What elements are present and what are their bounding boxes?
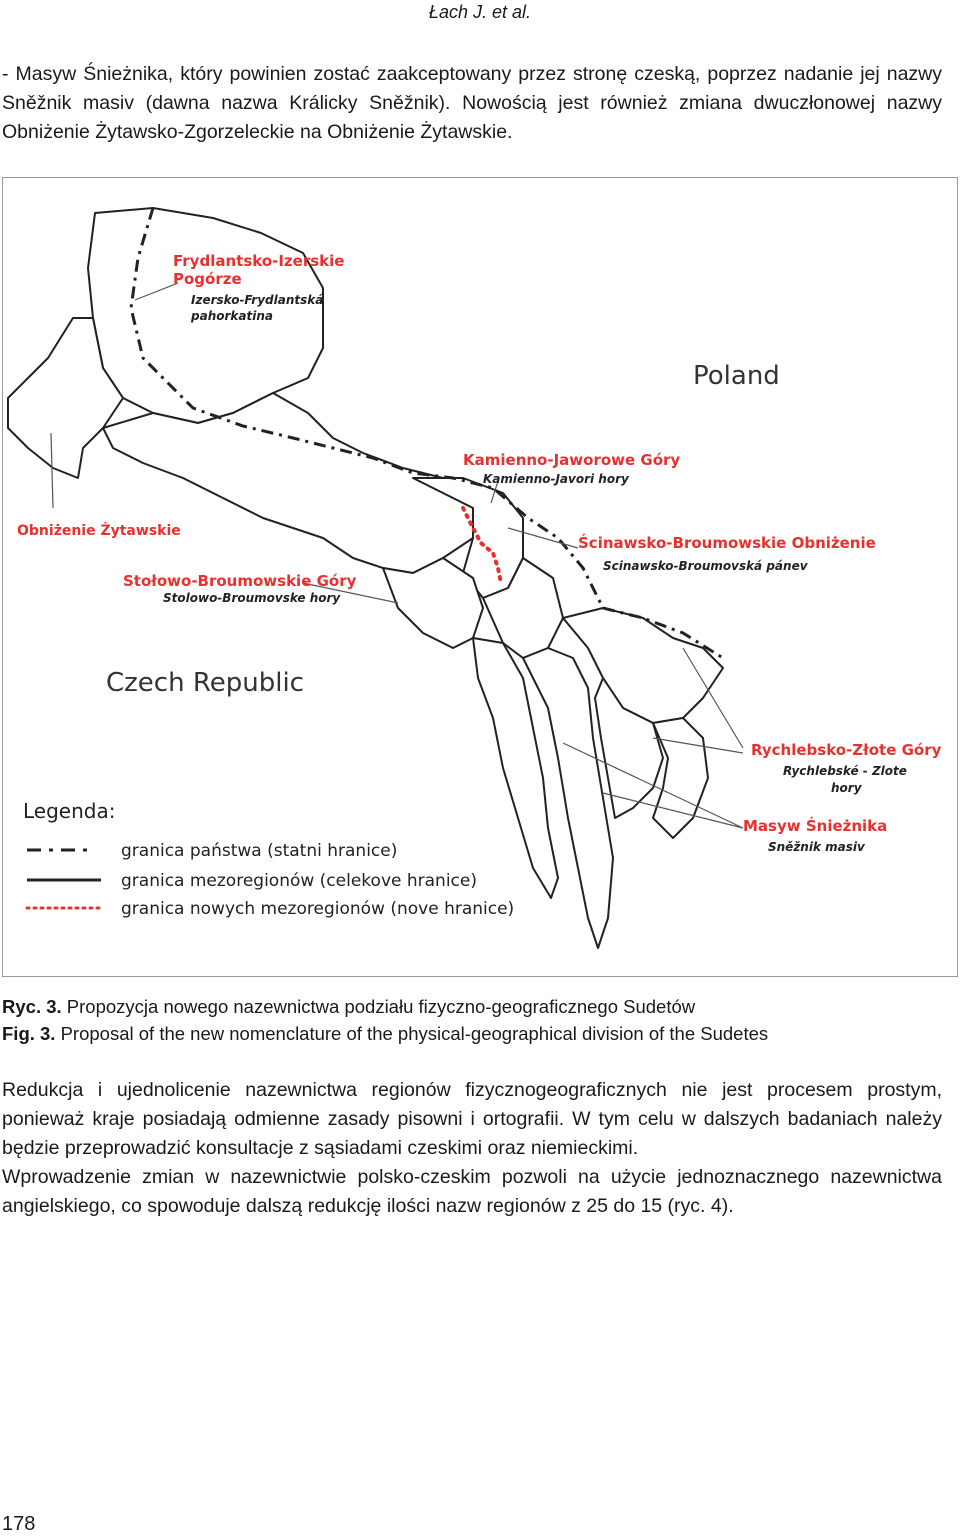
label-scinawsko-pl: Ścinawsko-Broumowskie Obniżenie [578, 534, 876, 552]
region-east-tail [653, 718, 708, 838]
body-paragraph-2: Wprowadzenie zmian w nazewnictwie polsko-czeskim pozwoli na użycie jednoznacznego nazewnictwa angielskiego, co spowoduje dalszą redukcję ilości nazw regionów z 25 do 15 (ryc. 4). [2, 1166, 942, 1217]
label-scinawsko-cz: Scinawsko-Broumovská pánev [603, 559, 808, 573]
caption-pl-text: Propozycja nowego nazewnictwa podziału fizyczno-geograficznego Sudetów [61, 996, 696, 1017]
label-poland: Poland [693, 361, 780, 391]
caption-en [2, 1023, 768, 1045]
body-paragraphs [2, 1076, 942, 1221]
region-central [103, 393, 473, 573]
caption-pl-label: Ryc. 3. [2, 996, 62, 1017]
legend-item-state: granica państwa (statni hranice) [121, 841, 398, 861]
label-frydlantsko-cz2: pahorkatina [191, 309, 273, 323]
caption-pl [2, 996, 695, 1018]
label-frydlantsko-pl: Frydlantsko-Izerskie [173, 252, 345, 270]
map-regions [8, 208, 723, 948]
label-rychlebsko-cz: Rychlebské - Zlote [783, 764, 907, 778]
caption-en-label: Fig. 3. [2, 1023, 56, 1044]
legend-title: Legenda: [23, 799, 116, 823]
caption-en-text: Proposal of the new nomenclature of the physical-geographical division of the Sudetes [55, 1023, 769, 1044]
intro-text: - Masyw Śnieżnika, który powinien zostać zaakceptowany przez stronę czeską, poprzez nadanie jej nazwy Sněžnik masiv (dawna nazwa Králicky Sněžnik). Nowością jest również zmiana dwuczłonowej nazwy Obniżenie Żytawsko-Zgorzeleckie na Obniżenie Żytawskie. [2, 63, 942, 143]
label-frydlantsko-pl2: Pogórze [173, 270, 242, 288]
legend-item-mezo: granica mezoregionów (celekove hranice) [121, 871, 477, 891]
legend-item-new: granica nowych mezoregionów (nove hranice) [121, 899, 515, 919]
label-snieznik-pl: Masyw Śnieżnika [743, 817, 888, 835]
label-rychlebsko-cz2: hory [831, 781, 862, 795]
sudetes-map [3, 178, 957, 976]
label-kamienno-pl: Kamienno-Jaworowe Góry [463, 451, 681, 469]
label-rychlebsko-pl: Rychlebsko-Złote Góry [751, 741, 942, 759]
label-stolowo-pl: Stołowo-Broumowskie Góry [123, 572, 357, 590]
running-header: Łach J. et al. [428, 2, 532, 22]
figure-map [2, 177, 958, 977]
body-paragraph-1: Redukcja i ujednolicenie nazewnictwa regionów fizycznogeograficznych nie jest procesem prostym, ponieważ kraje posiadają odmienne zasady pisowni i ortografii. W tym celu w dalszych badaniach należy będzie przeprowadzić konsultacje z sąsiadami czeskimi oraz niemieckimi. [2, 1079, 942, 1159]
page-number: 178 [2, 1513, 36, 1535]
legend [23, 799, 514, 919]
label-zytawskie-pl: Obniżenie Żytawskie [17, 523, 181, 539]
label-stolowo-cz: Stolowo-Broumovske hory [163, 591, 341, 605]
label-snieznik-cz: Sněžnik masiv [768, 840, 865, 854]
label-kamienno-cz: Kamienno-Javori hory [483, 472, 629, 486]
intro-paragraph [2, 60, 942, 147]
label-czech: Czech Republic [106, 668, 304, 698]
label-frydlantsko-cz: Izersko-Frydlantská [191, 293, 324, 307]
